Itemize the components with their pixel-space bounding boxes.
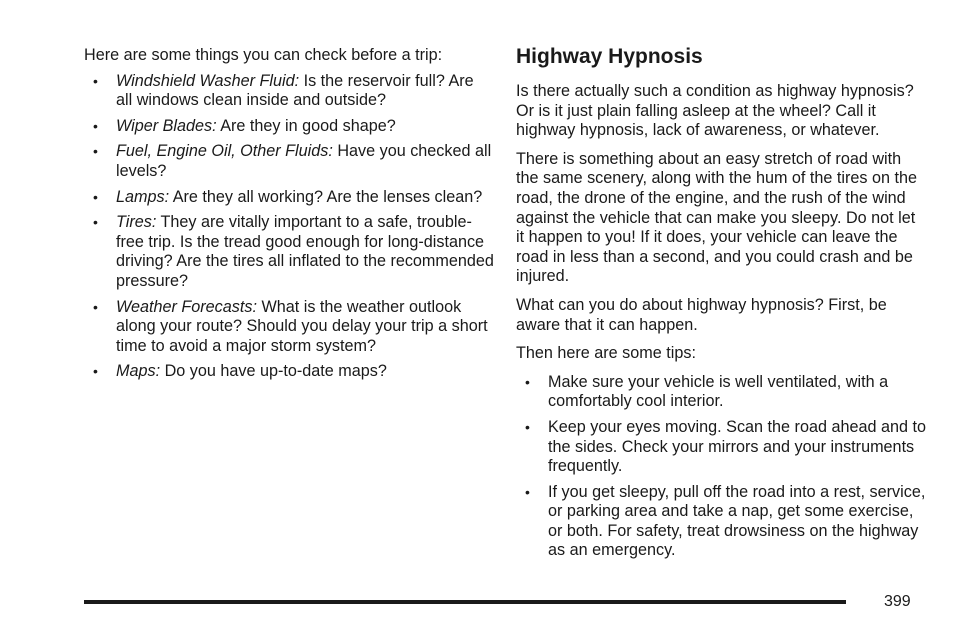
left-column: [84, 46, 494, 388]
item-text: Is the reservoir full? Are all windows clean inside and outside?: [116, 71, 474, 110]
item-term: Maps:: [116, 362, 161, 381]
paragraph: There is something about an easy stretch of road with the same scenery, along with the hum of the tires on the road, the drone of the engine, and the rush of the wind against the vehicle that can make you sleepy. Do not let it happen to you! If it does, your vehicle can leave the road in less than a second, and you could crash and be injured.: [516, 149, 918, 286]
list-item: [84, 117, 494, 137]
list-item: [84, 72, 494, 111]
item-term: Fuel, Engine Oil, Other Fluids:: [116, 142, 333, 161]
tip-text: Make sure your vehicle is well ventilated, with a comfortably cool interior.: [548, 372, 889, 411]
paragraph: Then here are some tips:: [516, 344, 696, 363]
list-item: [84, 362, 494, 382]
bullet-icon: •: [93, 363, 98, 380]
bullet-icon: •: [525, 373, 530, 390]
list-item: [516, 483, 926, 561]
page-number: 399: [884, 593, 911, 610]
item-text: Are they all working? Are the lenses clean?: [169, 187, 483, 206]
paragraph: Is there actually such a condition as highway hypnosis? Or is it just plain falling asleep at the wheel? Call it highway hypnosis, lack of awareness, or whatever.: [516, 82, 914, 140]
bullet-icon: •: [525, 483, 530, 500]
item-term: Wiper Blades:: [116, 116, 217, 135]
item-term: Weather Forecasts:: [116, 297, 257, 316]
bullet-icon: •: [93, 214, 98, 231]
list-item: [516, 418, 926, 477]
right-column: [516, 44, 926, 567]
tip-text: Keep your eyes moving. Scan the road ahead and to the sides. Check your mirrors and your instruments frequently.: [548, 417, 926, 476]
item-term: Windshield Washer Fluid:: [116, 71, 300, 90]
bullet-icon: •: [93, 72, 98, 89]
bullet-icon: •: [93, 143, 98, 160]
footer-rule: [84, 600, 846, 604]
list-item: [84, 188, 494, 208]
item-text: Do you have up-to-date maps?: [160, 362, 387, 381]
trip-checklist: [84, 72, 494, 382]
bullet-icon: •: [93, 298, 98, 315]
item-text: Are they in good shape?: [216, 116, 396, 135]
bullet-icon: •: [525, 418, 530, 435]
item-text: They are vitally important to a safe, trouble-free trip. Is the tread good enough for long-distance driving? Are the tires all inflated to the recommended pressure?: [116, 213, 494, 290]
paragraph: What can you do about highway hypnosis? First, be aware that it can happen.: [516, 295, 887, 334]
bullet-icon: •: [93, 188, 98, 205]
list-item: [84, 142, 494, 181]
section-heading: Highway Hypnosis: [516, 45, 703, 68]
item-term: Tires:: [116, 213, 157, 232]
bullet-icon: •: [93, 117, 98, 134]
checklist-intro: Here are some things you can check before a trip:: [84, 46, 443, 64]
tip-text: If you get sleepy, pull off the road into a rest, service, or parking area and take a nap, get some exercise, or both. For safety, treat drowsiness on the highway as an emergency.: [548, 482, 926, 560]
item-text: What is the weather outlook along your route? Should you delay your trip a short time to avoid a major storm system?: [116, 297, 488, 355]
tips-list: [516, 373, 926, 561]
list-item: [84, 213, 494, 291]
item-text: Have you checked all levels?: [116, 142, 492, 180]
list-item: [516, 373, 926, 412]
item-term: Lamps:: [116, 187, 170, 206]
list-item: [84, 298, 494, 357]
